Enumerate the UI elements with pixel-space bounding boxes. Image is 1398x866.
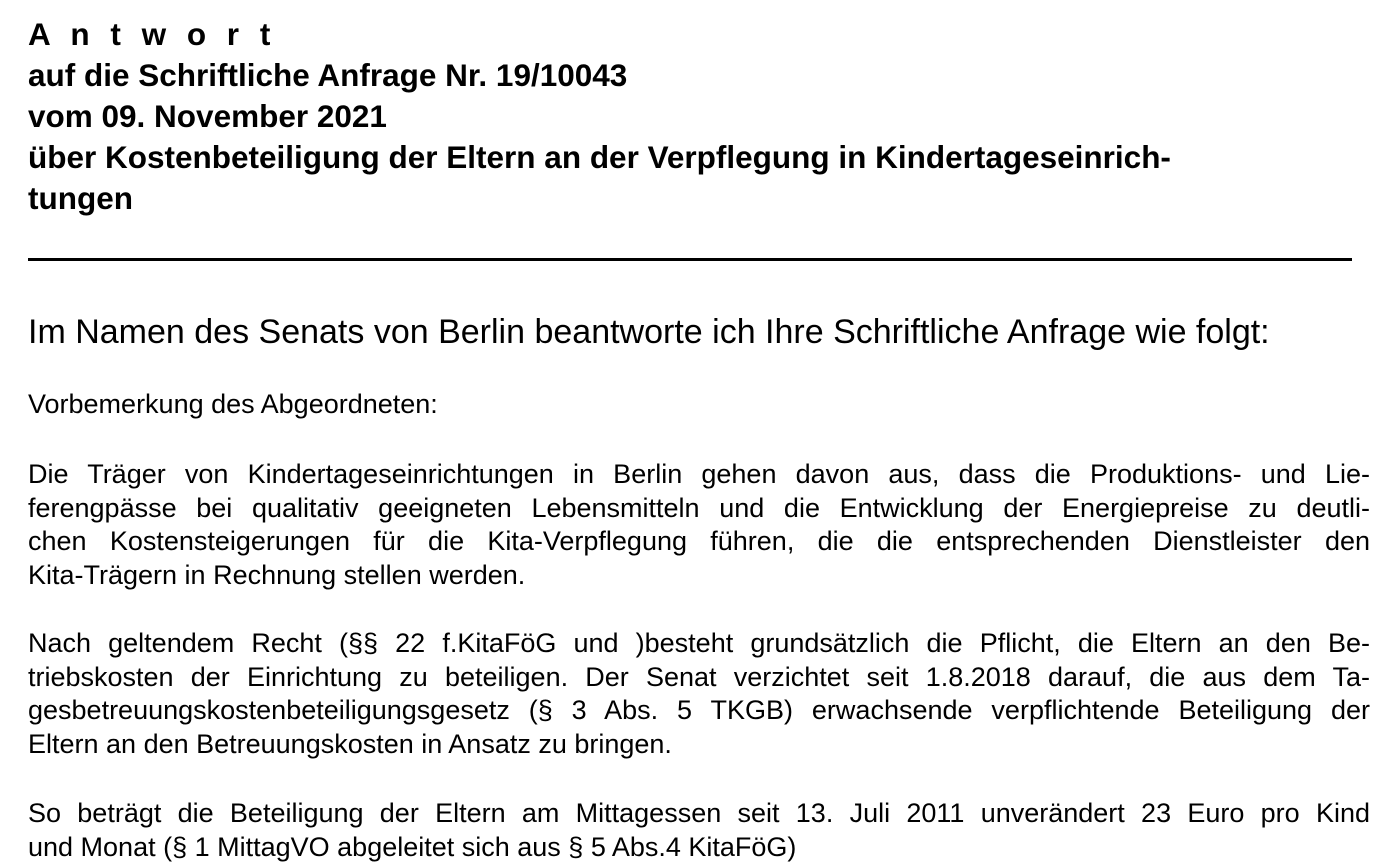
heading-date: vom 09. November 2021 [28, 98, 387, 134]
paragraph-3-line-1: So beträgt die Beteiligung der Eltern am Mittagessen seit 13. Juli 2011 unverändert 23 Euro pro Kind [28, 798, 1370, 828]
preliminary-remark-label: Vorbemerkung des Abgeordneten: [28, 389, 438, 419]
paragraph-2-line-1: Nach geltendem Recht (§§ 22 f.KitaFöG und )besteht grundsätzlich die Pflicht, die Eltern an den Be- [28, 628, 1370, 658]
paragraph-2 [28, 627, 1370, 761]
paragraph-3 [28, 797, 1370, 864]
paragraph-1-line-4: Kita-Trägern in Rechnung stellen werden. [28, 559, 526, 590]
paragraph-3-line-2: und Monat (§ 1 MittagVO abgeleitet sich aus § 5 Abs.4 KitaFöG) [28, 831, 797, 862]
paragraph-2-line-2: triebskosten der Einrichtung zu beteiligen. Der Senat verzichtet seit 1.8.2018 darauf, die aus dem Ta- [28, 661, 1370, 692]
paragraph-2-line-3: gesbetreuungskostenbeteiligungsgesetz (§ 3 Abs. 5 TKGB) erwachsende verpflichtende Beteiligung der [28, 695, 1370, 726]
heading-subject-line-1: über Kostenbeteiligung der Eltern an der Verpflegung in Kindertageseinrich- [28, 139, 1171, 175]
intro-sentence: Im Namen des Senats von Berlin beantworte ich Ihre Schriftliche Anfrage wie folgt: [28, 313, 1270, 351]
paragraph-2-line-4: Eltern an den Betreuungskosten in Ansatz zu bringen. [28, 728, 672, 759]
document-page [28, 14, 1370, 862]
heading-subject-line-2: tungen [28, 180, 133, 216]
paragraph-1-line-3: chen Kostensteigerungen für die Kita-Verpflegung führen, die die entsprechenden Dienstleister den [28, 526, 1370, 557]
paragraph-1-line-1: Die Träger von Kindertageseinrichtungen in Berlin gehen davon aus, dass die Produktions- und Lie- [28, 459, 1370, 489]
heading-divider [28, 258, 1352, 261]
heading-inquiry-number: auf die Schriftliche Anfrage Nr. 19/10043 [28, 57, 628, 93]
heading-title: A n t w o r t [28, 16, 277, 52]
paragraph-1 [28, 458, 1370, 592]
document-heading [28, 14, 1370, 219]
paragraph-1-line-2: ferengpässe bei qualitativ geeigneten Lebensmitteln und die Entwicklung der Energiepreise zu deutli- [28, 492, 1370, 523]
